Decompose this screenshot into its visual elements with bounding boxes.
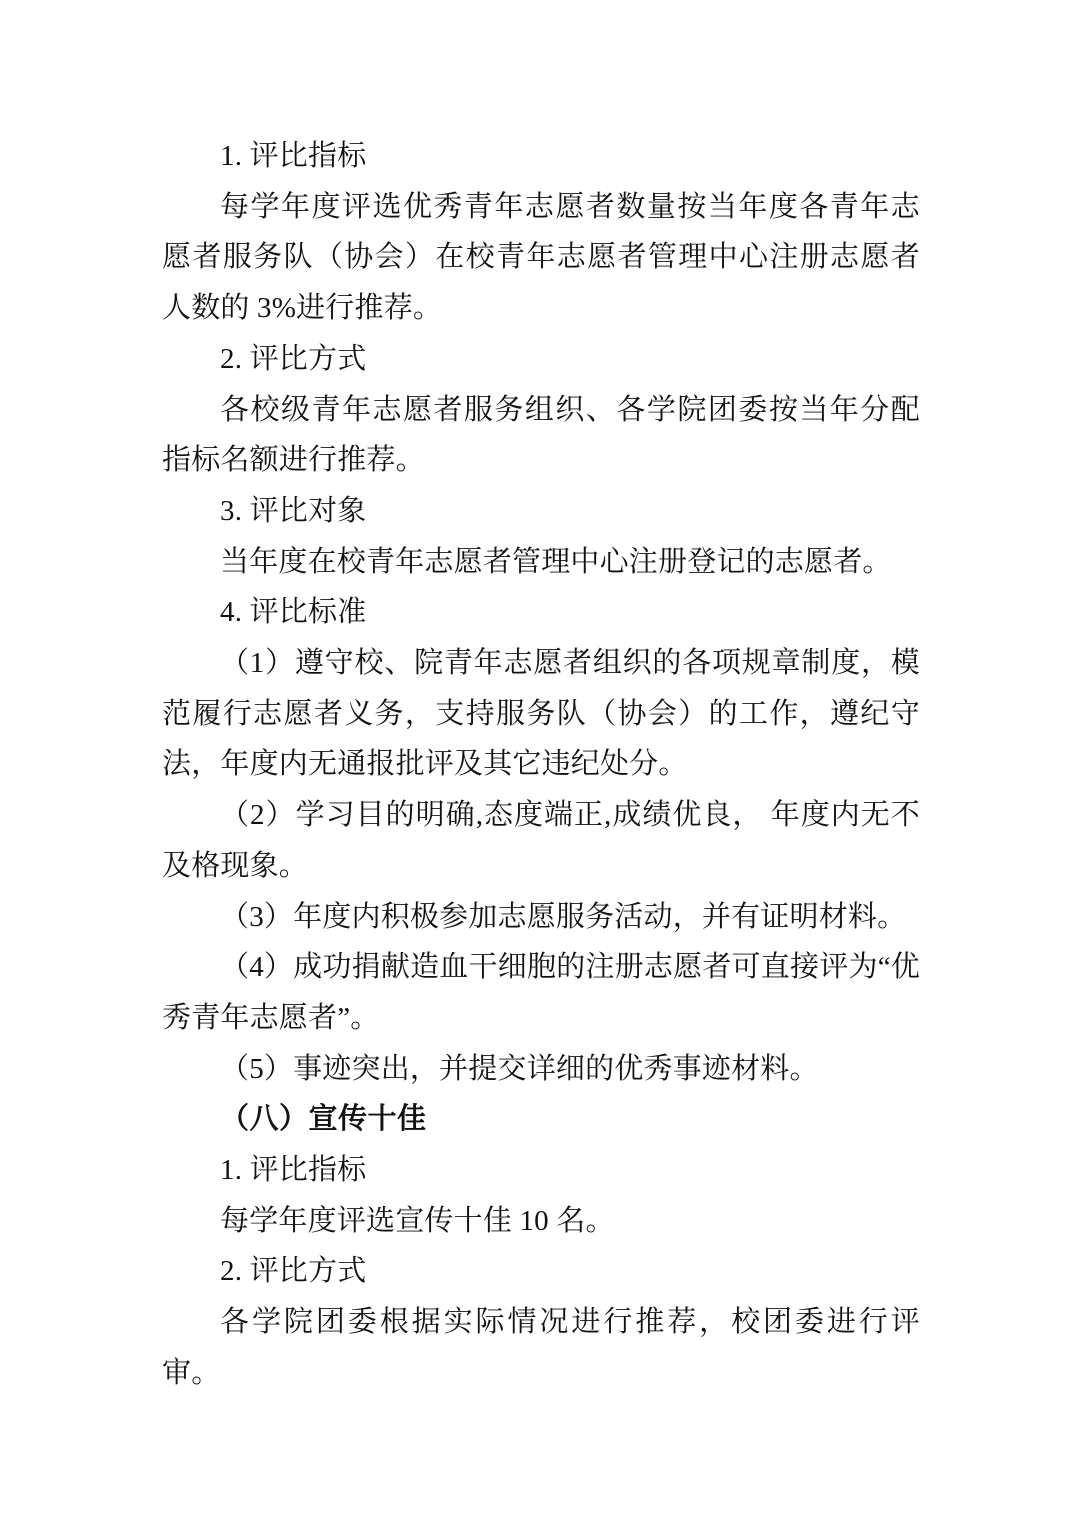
paragraph-criterion-5: （5）事迹突出，并提交详细的优秀事迹材料。 bbox=[220, 1052, 819, 1085]
paragraph-criterion-4: （4）成功捐献造血干细胞的注册志愿者可直接评为“优秀青年志愿者”。 bbox=[162, 951, 920, 1034]
numbered-item-eval-target: 3. 评比对象 bbox=[220, 494, 367, 527]
paragraph-criterion-2: （2）学习目的明确,态度端正,成绩优良， 年度内无不及格现象。 bbox=[162, 799, 920, 882]
paragraph-criterion-3: （3）年度内积极参加志愿服务活动，并有证明材料。 bbox=[220, 900, 907, 933]
paragraph-recommendation-rule: 各校级青年志愿者服务组织、各学院团委按当年分配指标名额进行推荐。 bbox=[162, 393, 920, 477]
numbered-item-eval-criteria: 4. 评比标准 bbox=[220, 596, 367, 629]
paragraph-target-description: 当年度在校青年志愿者管理中心注册登记的志愿者。 bbox=[220, 545, 892, 578]
paragraph-review-rule: 各学院团委根据实际情况进行推荐，校团委进行评审。 bbox=[162, 1306, 920, 1389]
numbered-item-eval-method-2: 2. 评比方式 bbox=[220, 1255, 367, 1288]
paragraph-quota-rule: 每学年度评选优秀青年志愿者数量按当年度各青年志愿者服务队（协会）在校青年志愿者管理中心注册志愿者人数的 3%进行推荐。 bbox=[162, 190, 920, 325]
section-heading-publicity-top-ten: （八）宣传十佳 bbox=[220, 1103, 427, 1136]
paragraph-top-ten-quota: 每学年度评选宣传十佳 10 名。 bbox=[220, 1204, 615, 1237]
numbered-item-eval-indicator: 1. 评比指标 bbox=[220, 140, 367, 172]
numbered-item-eval-method: 2. 评比方式 bbox=[220, 342, 367, 375]
paragraph-criterion-1: （1）遵守校、院青年志愿者组织的各项规章制度，模范履行志愿者义务，支持服务队（协会）的工作，遵纪守法，年度内无通报批评及其它违纪处分。 bbox=[162, 647, 920, 781]
numbered-item-eval-indicator-2: 1. 评比指标 bbox=[220, 1154, 367, 1187]
document-body bbox=[162, 131, 920, 1399]
